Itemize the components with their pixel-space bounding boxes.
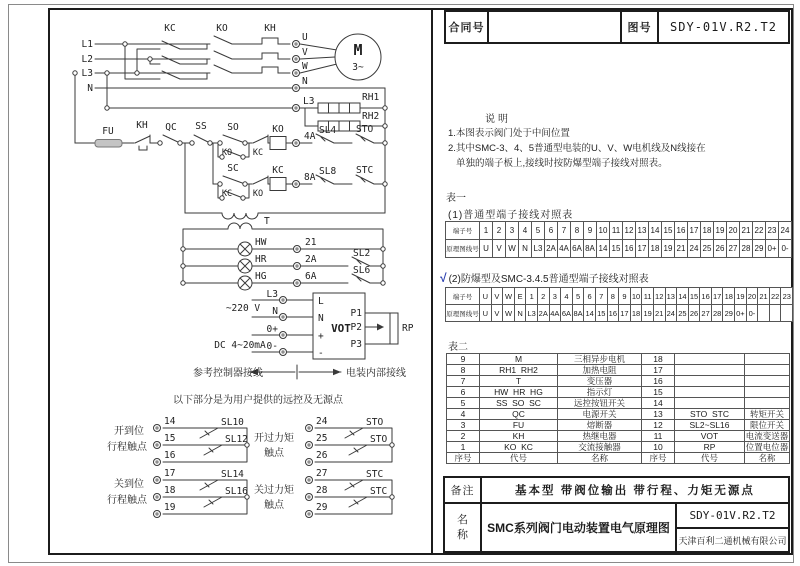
component-cell: 17 [642, 365, 675, 376]
component-cell: KH [480, 431, 558, 442]
sl8-label: SL8 [319, 166, 337, 177]
terminal-cell: 端子号 [446, 288, 480, 305]
external-wiring-label: 参考控制器接线 [193, 368, 263, 379]
internal-wiring-label: 电装内部接线 [346, 368, 406, 379]
wire-cell: 14 [584, 305, 596, 322]
terminal-cell: 6 [545, 222, 558, 240]
component-cell: QC [480, 409, 558, 420]
component-cell: RP [675, 442, 745, 453]
kc-contactor-label: KC [164, 23, 176, 34]
component-cell: KO KC [480, 442, 558, 453]
output-minus-label: 0- [266, 341, 278, 352]
terminal-24-label: 24 [316, 416, 328, 427]
wire-cell: 16 [607, 305, 619, 322]
dc-signal-label: DC 4~20mA [214, 340, 266, 351]
wire-cell: 8A [584, 240, 597, 258]
terminal-25-label: 25 [316, 433, 328, 444]
notes-line-1: 1.本图表示阀门处于中间位置 [448, 128, 570, 139]
phase-l2-label: L2 [81, 54, 93, 65]
wire-cell: 4A [558, 240, 571, 258]
terminal-cell: 14 [649, 222, 662, 240]
close-torque-label: 关过力矩 [254, 485, 294, 496]
terminal-cell: U [480, 288, 492, 305]
terminal-cell: 19 [735, 288, 747, 305]
sl2-label: SL2 [353, 248, 371, 259]
table1-label: 表一 [446, 193, 466, 204]
terminal-n-label: N [302, 76, 308, 87]
wire-cell: 26 [714, 240, 727, 258]
stc-dry-label-1: STC [366, 469, 384, 480]
wire-cell: 26 [688, 305, 700, 322]
component-header-cell: 序号 [642, 453, 675, 464]
fuse-symbol [95, 140, 122, 148]
terminal-cell: 21 [740, 222, 753, 240]
wire-cell: 16 [623, 240, 636, 258]
component-cell: T [480, 376, 558, 387]
check-mark: √ [440, 271, 447, 285]
terminal-cell: 22 [769, 288, 781, 305]
terminal-cell: 23 [766, 222, 779, 240]
wire-cell: 14 [597, 240, 610, 258]
component-cell: 位置电位器 [745, 442, 789, 452]
ko-coil-label: KO [272, 124, 284, 135]
name-label-char-1: 名 [457, 513, 468, 526]
wire-21-label: 21 [305, 237, 317, 248]
wire-cell: 28 [740, 240, 753, 258]
sc-button-label: SC [227, 163, 239, 174]
terminal-19-label: 19 [164, 502, 176, 513]
ko-interlock-label: KO [252, 189, 264, 199]
terminal-cell: 12 [653, 288, 665, 305]
wire-cell: 17 [619, 305, 631, 322]
terminal-v-label: V [302, 47, 308, 58]
wire-cell: 29 [723, 305, 735, 322]
open-position-label: 开到位 [114, 426, 144, 437]
kc-interlock-label: KC [252, 148, 264, 158]
terminal-dot [154, 41, 313, 518]
rh1-label: RH1 [362, 92, 380, 103]
qc-switch-label: QC [165, 122, 177, 133]
component-cell: 11 [642, 431, 675, 442]
component-cell: FU [480, 420, 558, 431]
terminal-cell: 19 [714, 222, 727, 240]
neutral-label: N [87, 83, 93, 94]
terminal-cell: E [514, 288, 526, 305]
terminal-cell: 8 [571, 222, 584, 240]
rp-potentiometer-symbol [390, 313, 398, 344]
terminal-cell: 13 [665, 288, 677, 305]
wire-cell: 19 [642, 305, 654, 322]
wire-cell: 17 [636, 240, 649, 258]
output-plus-label: 0+ [266, 324, 278, 335]
terminal-cell: W [503, 288, 515, 305]
sl12-label: SL12 [225, 434, 248, 445]
terminal-28-label: 28 [316, 485, 328, 496]
wire-8a-label: 8A [304, 172, 316, 183]
terminal-cell: 18 [701, 222, 714, 240]
drawing-no-value-text: SDY-01V.R2.T2 [670, 20, 777, 34]
component-cell: 转矩开关 [745, 409, 790, 420]
wire-cell: 21 [675, 240, 688, 258]
stc-dry-label-2: STC [370, 486, 388, 497]
table3-label: 表二 [448, 342, 468, 353]
component-cell: 5 [447, 398, 480, 409]
contact-label-2: 触点 [264, 500, 284, 511]
terminal-cell: 20 [746, 288, 758, 305]
wire-4a-label: 4A [304, 131, 316, 142]
sl6-label: SL6 [353, 265, 371, 276]
terminal-cell: 10 [597, 222, 610, 240]
component-cell: 14 [642, 398, 675, 409]
component-cell: M [480, 354, 558, 365]
wire-cell: 18 [649, 240, 662, 258]
sl14-label: SL14 [221, 469, 244, 480]
kc-coil-symbol [270, 178, 286, 191]
terminal-cell: 3 [549, 288, 561, 305]
wire-cell: 0- [746, 305, 758, 322]
wire-cell: 25 [701, 240, 714, 258]
component-cell: 12 [642, 420, 675, 431]
terminal-cell: 6 [584, 288, 596, 305]
terminal-cell: 7 [595, 288, 607, 305]
ss-button-label: SS [195, 121, 207, 132]
remark-label-text: 备注 [450, 485, 475, 497]
wiper-arrow [377, 324, 384, 331]
close-position-label: 关到位 [114, 479, 144, 490]
component-cell: 6 [447, 387, 480, 398]
vot-pin-l: L [318, 296, 324, 307]
terminal-cell: 7 [558, 222, 571, 240]
travel-contact-label-1: 行程触点 [107, 442, 147, 453]
wire-cell: 28 [711, 305, 723, 322]
terminal-cell: 2 [493, 222, 506, 240]
sl16-label: SL16 [225, 486, 248, 497]
component-cell: 热继电器 [558, 431, 642, 442]
wire-cell: 原理图线号 [446, 240, 480, 258]
component-cell: 7 [447, 376, 480, 387]
terminal-cell: 9 [619, 288, 631, 305]
vot-label: VOT [331, 322, 351, 335]
terminal-cell: 23 [781, 288, 793, 305]
terminal-cell: 16 [700, 288, 712, 305]
component-header-cell: 名称 [745, 453, 790, 464]
component-cell: 18 [642, 354, 675, 365]
component-cell: 远控按钮开关 [558, 398, 642, 409]
terminal-29-label: 29 [316, 502, 328, 513]
open-torque-label: 开过力矩 [254, 433, 294, 444]
component-cell: STO STC [675, 409, 745, 420]
component-cell: 2 [447, 431, 480, 442]
wire-cell: 2A [545, 240, 558, 258]
drawing-no-label-text: 图号 [627, 22, 652, 34]
drawing-no-bottom: SDY-01V.R2.T2 [689, 509, 776, 522]
terminal-cell: 22 [753, 222, 766, 240]
terminal-cell: 20 [727, 222, 740, 240]
terminal-cell: 1 [480, 222, 493, 240]
terminal-cell: 1 [526, 288, 538, 305]
notes-line-2: 2.其中SMC-3、4、5普通型电装的U、V、W电机线及N线接在 [448, 143, 706, 154]
component-cell: 电源开关 [558, 409, 642, 420]
terminal-cell: 11 [642, 288, 654, 305]
component-cell: 15 [642, 387, 675, 398]
rp-label: RP [402, 323, 414, 334]
terminal-cell: 17 [688, 222, 701, 240]
ko-coil-symbol [270, 137, 286, 150]
remark-text: 基本型 带阀位输出 带行程、力矩无源点 [515, 485, 755, 497]
vot-pin-p3: P3 [350, 339, 362, 350]
sto-dry-label-2: STO [370, 434, 388, 445]
wire-cell: 19 [662, 240, 675, 258]
wire-cell: W [503, 305, 515, 322]
wire-cell: 6A [571, 240, 584, 258]
stc-contact-label: STC [356, 165, 374, 176]
wire-cell: 24 [665, 305, 677, 322]
wire-cell: N [519, 240, 532, 258]
terminal-16-label: 16 [164, 450, 176, 461]
ko-contactor-label: KO [216, 23, 228, 34]
component-cell: SS SO SC [480, 398, 558, 409]
component-cell: 变压器 [558, 376, 642, 387]
motor-symbol [335, 34, 381, 80]
transformer-label: T [264, 216, 270, 227]
phase-l3-label: L3 [81, 68, 93, 79]
contact-label-1: 触点 [264, 448, 284, 459]
table2-caption: (2)防爆型及SMC-3.4.5普通型端子接线对照表 [448, 274, 649, 285]
phase-l1-label: L1 [81, 39, 93, 50]
wire-cell: 15 [610, 240, 623, 258]
component-cell: 3 [447, 420, 480, 431]
vot-pin-p2: P2 [350, 322, 362, 333]
terminal-w-label: W [302, 61, 308, 72]
wire-6a-label: 6A [305, 271, 317, 282]
right-arrowhead [333, 369, 341, 375]
kc-coil-label: KC [272, 165, 284, 176]
terminal-18-label: 18 [164, 485, 176, 496]
terminal-cell: 17 [711, 288, 723, 305]
wire-cell: W [506, 240, 519, 258]
wire-cell: 24 [688, 240, 701, 258]
sl10-label: SL10 [221, 417, 244, 428]
wire-cell: U [480, 305, 492, 322]
lamp-hr-symbol [238, 259, 252, 273]
name-label-char-2: 称 [457, 528, 468, 541]
terminal-26-label: 26 [316, 450, 328, 461]
table1-caption: (1)普通型端子接线对照表 [448, 210, 574, 221]
terminal-cell: 21 [758, 288, 770, 305]
component-cell: 电流变送器 [745, 431, 789, 441]
terminal-cell: 5 [532, 222, 545, 240]
wire-cell: 27 [727, 240, 740, 258]
component-cell: RH1 RH2 [480, 365, 558, 376]
lamp-hw-symbol [238, 242, 252, 256]
terminal-cell: 10 [630, 288, 642, 305]
component-header-cell: 名称 [558, 453, 642, 464]
notes-heading: 说明 [485, 114, 511, 125]
component-cell: 加热电阻 [558, 365, 642, 376]
terminal-cell: V [491, 288, 503, 305]
wire-cell: 0- [779, 240, 792, 258]
terminal-cell: 11 [610, 222, 623, 240]
terminal-cell: 4 [519, 222, 532, 240]
kh-contact-label: KH [136, 120, 148, 131]
wire-cell: 2A [537, 305, 549, 322]
wire-cell: L3 [532, 240, 545, 258]
ac-source-label: ~220 V [225, 303, 261, 314]
terminal-u-label: U [302, 32, 308, 43]
notes-line-3: 单独的端子板上,接线时按防爆型端子接线对照表。 [456, 158, 668, 169]
component-cell: HW HR HG [480, 387, 558, 398]
sto-contact-label: STO [356, 124, 374, 135]
wire-cell: V [493, 240, 506, 258]
component-header-cell: 序号 [447, 453, 480, 464]
fuse-label: FU [102, 126, 114, 137]
component-cell: VOT [675, 431, 745, 442]
component-cell: 熔断器 [558, 420, 642, 431]
terminal-cell: 8 [607, 288, 619, 305]
component-cell: 指示灯 [558, 387, 642, 398]
vot-pin-p1: P1 [350, 308, 362, 319]
travel-contact-label-2: 行程触点 [107, 495, 147, 506]
terminal-cell: 14 [677, 288, 689, 305]
user-section-title: 以下部分是为用户提供的远控及无源点 [173, 395, 343, 406]
wire-2a-label: 2A [305, 254, 317, 265]
component-header-cell: 代号 [675, 453, 745, 464]
terminal-27-label: 27 [316, 468, 328, 479]
hg-lamp-label: HG [255, 271, 267, 282]
wire-cell: V [491, 305, 503, 322]
terminal-cell: 13 [636, 222, 649, 240]
company-name: 天津百利二通机械有限公司 [678, 535, 787, 546]
terminal-17-label: 17 [164, 468, 176, 479]
wire-cell: L3 [526, 305, 538, 322]
component-cell: 交流接触器 [558, 442, 642, 453]
component-cell: 三相异步电机 [558, 354, 642, 365]
wire-cell: 原理图线号 [446, 305, 480, 322]
wire-cell: 15 [595, 305, 607, 322]
terminal-cell: 3 [506, 222, 519, 240]
terminal-cell: 16 [675, 222, 688, 240]
component-header-cell: 代号 [480, 453, 558, 464]
rh2-label: RH2 [362, 111, 380, 122]
terminal-cell: 5 [572, 288, 584, 305]
hr-lamp-label: HR [255, 254, 267, 265]
wire-cell: U [480, 240, 493, 258]
wire-cell: 29 [753, 240, 766, 258]
terminal-cell: 15 [662, 222, 675, 240]
component-cell: 10 [642, 442, 675, 453]
vot-n-label: N [272, 306, 278, 317]
component-cell: 13 [642, 409, 675, 420]
wire-cell: 21 [653, 305, 665, 322]
so-button-label: SO [227, 122, 239, 133]
wire-cell: 0+ [735, 305, 747, 322]
motor-phase-label: 3~ [352, 62, 364, 73]
wire-cell: N [514, 305, 526, 322]
vot-pin-n: N [318, 313, 324, 324]
component-cell: 16 [642, 376, 675, 387]
kh-thermal-label: KH [264, 23, 276, 34]
ko-aux-label: KO [221, 148, 233, 158]
terminal-l3-label: L3 [303, 96, 315, 107]
hw-lamp-label: HW [255, 237, 267, 248]
lamp-hg-symbol [238, 276, 252, 290]
terminal-cell: 4 [561, 288, 573, 305]
terminal-cell: 15 [688, 288, 700, 305]
component-cell: 限位开关 [745, 420, 790, 431]
terminal-cell: 2 [537, 288, 549, 305]
wire-cell: 27 [700, 305, 712, 322]
wire-cell: 25 [677, 305, 689, 322]
component-cell: SL2~SL16 [675, 420, 745, 431]
component-cell: 8 [447, 365, 480, 376]
component-cell: 1 [447, 442, 480, 453]
vot-l3-label: L3 [266, 289, 278, 300]
terminal-15-label: 15 [164, 433, 176, 444]
component-cell: 4 [447, 409, 480, 420]
sl4-label: SL4 [319, 125, 337, 136]
sto-dry-label-1: STO [366, 417, 384, 428]
terminal-cell: 9 [584, 222, 597, 240]
terminal-cell: 端子号 [446, 222, 480, 240]
vot-pin-minus: - [318, 348, 324, 359]
contract-no-label-text: 合同号 [448, 22, 485, 34]
wire-cell: 0+ [766, 240, 779, 258]
terminal-cell: 18 [723, 288, 735, 305]
vot-pin-plus: + [318, 331, 324, 342]
terminal-cell: 12 [623, 222, 636, 240]
component-cell: 9 [447, 354, 480, 365]
wire-cell: 4A [549, 305, 561, 322]
wire-cell: 6A [561, 305, 573, 322]
motor-letter: M [353, 41, 363, 59]
wire-cell: 8A [572, 305, 584, 322]
wire-cell: 18 [630, 305, 642, 322]
terminal-14-label: 14 [164, 416, 176, 427]
product-title: SMC系列阀门电动装置电气原理图 [487, 521, 670, 535]
terminal-cell: 24 [779, 222, 792, 240]
kc-aux-label: KC [221, 189, 233, 199]
